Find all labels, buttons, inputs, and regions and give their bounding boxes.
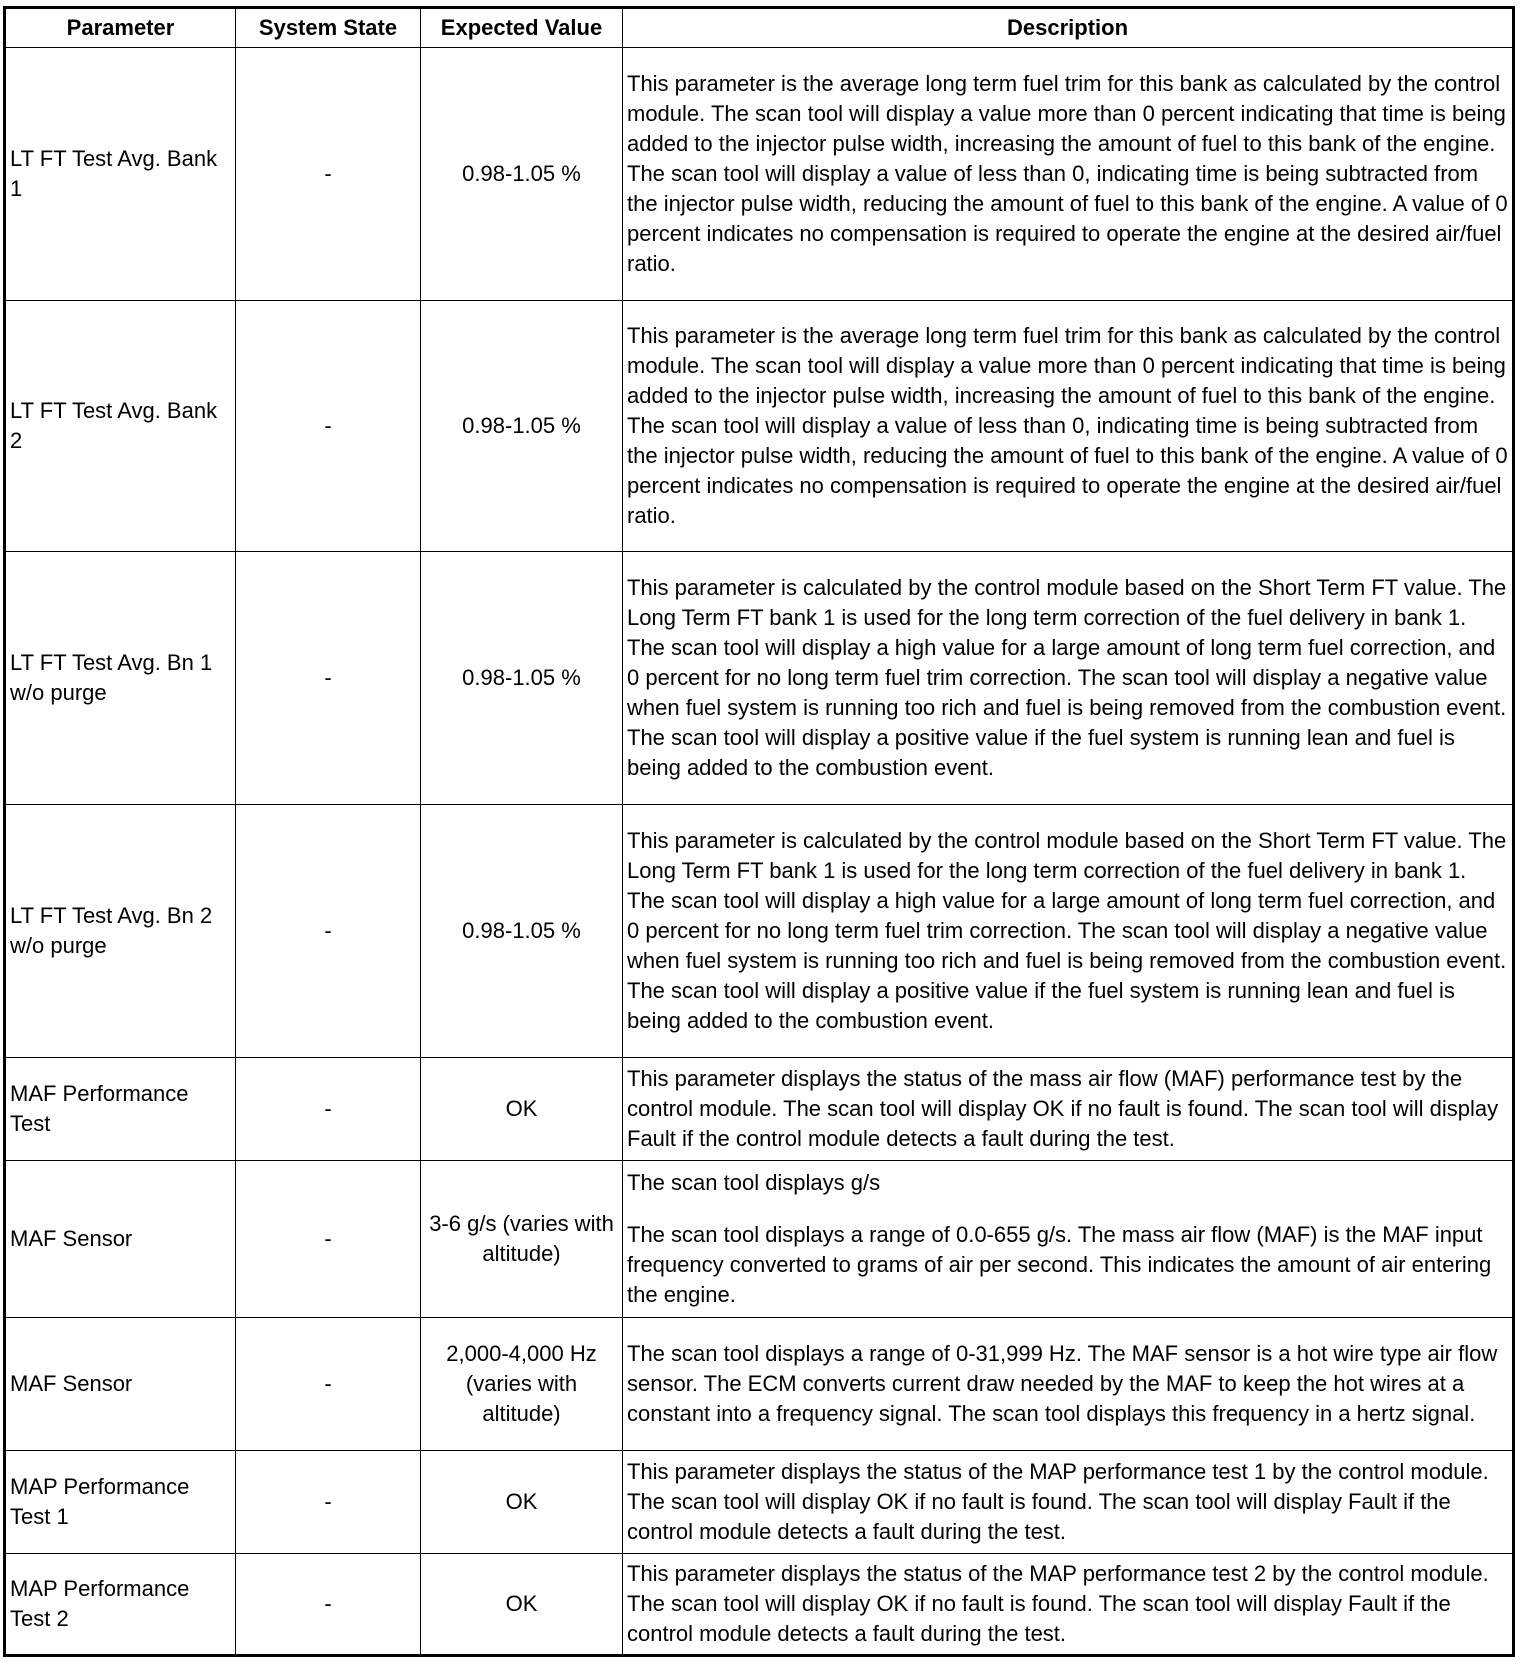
- table-row: [5, 1161, 1514, 1318]
- table-row: [5, 1318, 1514, 1451]
- expected-value-cell: OK: [421, 1554, 623, 1656]
- system-state-cell: -: [236, 301, 421, 552]
- table-row: [5, 805, 1514, 1058]
- parameter-cell: MAF Performance Test: [5, 1058, 236, 1161]
- table-row: [5, 1554, 1514, 1656]
- header-system-state: System State: [236, 8, 421, 48]
- system-state-cell: -: [236, 1058, 421, 1161]
- description-paragraph: This parameter is the average long term fuel trim for this bank as calculated by the control module. The scan tool will display a value more than 0 percent indicating that time is being added to the injector pulse width, increasing the amount of fuel to this bank of the engine. The scan tool will display a value of less than 0, indicating time is being subtracted from the injector pulse width, reducing the amount of fuel to this bank of the engine. A value of 0 percent indicates no compensation is required to operate the engine at the desired air/fuel ratio.: [627, 71, 1508, 276]
- system-state-cell: -: [236, 1161, 421, 1318]
- table-row: [5, 301, 1514, 552]
- description-cell: [623, 1058, 1514, 1161]
- description-paragraph: The scan tool displays g/s: [627, 1170, 881, 1195]
- parameter-table: [3, 6, 1515, 1657]
- system-state-cell: -: [236, 1554, 421, 1656]
- description-paragraph: This parameter displays the status of the mass air flow (MAF) performance test by the control module. The scan tool will display OK if no fault is found. The scan tool will display Fault if the control module detects a fault during the test.: [627, 1066, 1499, 1151]
- description-paragraph: The scan tool displays a range of 0.0-655 g/s. The mass air flow (MAF) is the MAF input frequency converted to grams of air per second. This indicates the amount of air entering the engine.: [627, 1222, 1492, 1307]
- parameter-cell: LT FT Test Avg. Bank 1: [5, 48, 236, 301]
- parameter-cell: MAF Sensor: [5, 1318, 236, 1451]
- system-state-cell: -: [236, 48, 421, 301]
- header-row: [5, 8, 1514, 48]
- system-state-cell: -: [236, 552, 421, 805]
- expected-value-cell: OK: [421, 1058, 623, 1161]
- expected-value-cell: 3-6 g/s (varies with altitude): [421, 1161, 623, 1318]
- description-cell: [623, 805, 1514, 1058]
- parameter-cell: MAP Performance Test 1: [5, 1451, 236, 1554]
- expected-value-cell: OK: [421, 1451, 623, 1554]
- parameter-cell: MAP Performance Test 2: [5, 1554, 236, 1656]
- expected-value-cell: 0.98-1.05 %: [421, 552, 623, 805]
- expected-value-cell: 0.98-1.05 %: [421, 48, 623, 301]
- description-cell: [623, 301, 1514, 552]
- parameter-cell: LT FT Test Avg. Bank 2: [5, 301, 236, 552]
- system-state-cell: -: [236, 1318, 421, 1451]
- description-cell: [623, 552, 1514, 805]
- expected-value-cell: 0.98-1.05 %: [421, 805, 623, 1058]
- table-row: [5, 1451, 1514, 1554]
- description-paragraph: This parameter is calculated by the control module based on the Short Term FT value. The Long Term FT bank 1 is used for the long term correction of the fuel delivery in bank 1. The scan tool will display a high value for a large amount of long term fuel correction, and 0 percent for no long term fuel trim correction. The scan tool will display a negative value when fuel system is running too rich and fuel is being removed from the combustion event. The scan tool will display a positive value if the fuel system is running lean and fuel is being added to the combustion event.: [627, 828, 1507, 1033]
- parameter-cell: LT FT Test Avg. Bn 2 w/o purge: [5, 805, 236, 1058]
- header-expected-value: Expected Value: [421, 8, 623, 48]
- header-parameter: Parameter: [5, 8, 236, 48]
- expected-value-cell: 0.98-1.05 %: [421, 301, 623, 552]
- description-paragraph: This parameter displays the status of the MAP performance test 1 by the control module. The scan tool will display OK if no fault is found. The scan tool will display Fault if the control module detects a fault during the test.: [627, 1459, 1489, 1544]
- system-state-cell: -: [236, 805, 421, 1058]
- table-row: [5, 48, 1514, 301]
- description-cell: [623, 1451, 1514, 1554]
- header-description: Description: [623, 8, 1514, 48]
- description-cell: [623, 1554, 1514, 1656]
- table-row: [5, 1058, 1514, 1161]
- table-row: [5, 552, 1514, 805]
- parameter-cell: LT FT Test Avg. Bn 1 w/o purge: [5, 552, 236, 805]
- system-state-cell: -: [236, 1451, 421, 1554]
- parameter-cell: MAF Sensor: [5, 1161, 236, 1318]
- expected-value-cell: 2,000-4,000 Hz (varies with altitude): [421, 1318, 623, 1451]
- description-paragraph: This parameter is the average long term fuel trim for this bank as calculated by the control module. The scan tool will display a value more than 0 percent indicating that time is being added to the injector pulse width, increasing the amount of fuel to this bank of the engine. The scan tool will display a value of less than 0, indicating time is being subtracted from the injector pulse width, reducing the amount of fuel to this bank of the engine. A value of 0 percent indicates no compensation is required to operate the engine at the desired air/fuel ratio.: [627, 323, 1508, 528]
- description-cell: [623, 48, 1514, 301]
- description-cell: [623, 1318, 1514, 1451]
- description-paragraph: This parameter displays the status of the MAP performance test 2 by the control module. The scan tool will display OK if no fault is found. The scan tool will display Fault if the control module detects a fault during the test.: [627, 1561, 1489, 1646]
- description-cell: [623, 1161, 1514, 1318]
- description-paragraph: The scan tool displays a range of 0-31,999 Hz. The MAF sensor is a hot wire type air flow sensor. The ECM converts current draw needed by the MAF to keep the hot wires at a constant into a frequency signal. The scan tool displays this frequency in a hertz signal.: [627, 1341, 1498, 1426]
- description-paragraph: This parameter is calculated by the control module based on the Short Term FT value. The Long Term FT bank 1 is used for the long term correction of the fuel delivery in bank 1. The scan tool will display a high value for a large amount of long term fuel correction, and 0 percent for no long term fuel trim correction. The scan tool will display a negative value when fuel system is running too rich and fuel is being removed from the combustion event. The scan tool will display a positive value if the fuel system is running lean and fuel is being added to the combustion event.: [627, 575, 1507, 780]
